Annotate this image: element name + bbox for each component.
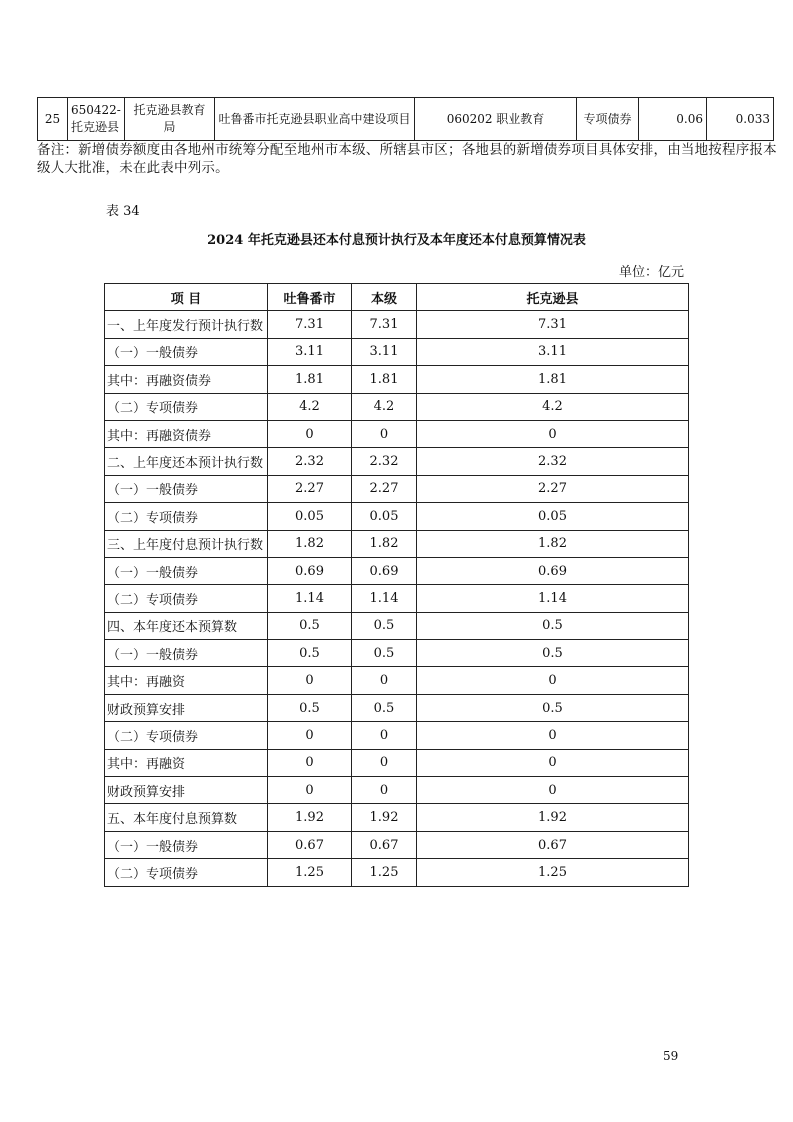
value-local: 7.31 [352, 311, 417, 338]
remark-note: 备注：新增债券额度由各地州市统筹分配至地州市本级、所辖县市区；各地县的新增债券项目具体安排，由当地按程序报本级人大批准，未在此表中列示。 [37, 142, 777, 176]
value-toksun: 0.05 [417, 503, 689, 530]
row-index: 25 [38, 98, 68, 141]
value-toksun: 0.67 [417, 831, 689, 858]
table-header-row [105, 284, 689, 311]
value-toksun: 3.11 [417, 338, 689, 365]
table-row [105, 557, 689, 584]
value-toksun: 0.5 [417, 694, 689, 721]
table-row [105, 503, 689, 530]
value-turpan: 0.5 [268, 640, 352, 667]
row-item-label: 财政预算安排 [105, 694, 268, 721]
row-item-label: 财政预算安排 [105, 777, 268, 804]
value-toksun: 0.5 [417, 612, 689, 639]
unit-label: 单位：亿元 [619, 265, 685, 280]
value-toksun: 0 [417, 722, 689, 749]
value-turpan: 0 [268, 722, 352, 749]
table-row [105, 859, 689, 886]
table-row [105, 448, 689, 475]
row-item-label: （二）专项债券 [105, 393, 268, 420]
row-item-label: （一）一般债券 [105, 640, 268, 667]
table-row [105, 722, 689, 749]
row-item-label: 一、上年度发行预计执行数 [105, 311, 268, 338]
value-toksun: 0 [417, 420, 689, 447]
row-item-label: （二）专项债券 [105, 722, 268, 749]
table-row [105, 585, 689, 612]
value-local: 2.27 [352, 475, 417, 502]
value-local: 0 [352, 722, 417, 749]
value-local: 0.05 [352, 503, 417, 530]
row-item-label: 其中：再融资 [105, 749, 268, 776]
value-turpan: 0.69 [268, 557, 352, 584]
value-local: 1.81 [352, 366, 417, 393]
value-toksun: 0.69 [417, 557, 689, 584]
value-toksun: 1.25 [417, 859, 689, 886]
value-local: 0.5 [352, 694, 417, 721]
value-turpan: 0.5 [268, 694, 352, 721]
row-item-label: （一）一般债券 [105, 557, 268, 584]
value-turpan: 2.27 [268, 475, 352, 502]
row-item-label: 其中：再融资债券 [105, 420, 268, 447]
value-toksun: 1.82 [417, 530, 689, 557]
value-toksun: 0.5 [417, 640, 689, 667]
debt-service-table [104, 283, 689, 887]
value-toksun: 1.92 [417, 804, 689, 831]
value-local: 0 [352, 667, 417, 694]
row-item-label: （一）一般债券 [105, 338, 268, 365]
row-item-label: （二）专项债券 [105, 503, 268, 530]
table-row [105, 667, 689, 694]
value-local: 3.11 [352, 338, 417, 365]
row-item-label: （一）一般债券 [105, 831, 268, 858]
value-turpan: 1.25 [268, 859, 352, 886]
value-turpan: 0.05 [268, 503, 352, 530]
table-row [105, 393, 689, 420]
value-turpan: 0 [268, 420, 352, 447]
page-number: 59 [663, 1049, 679, 1063]
row-item-label: （二）专项债券 [105, 585, 268, 612]
row-item-label: （二）专项债券 [105, 859, 268, 886]
row-item-label: 五、本年度付息预算数 [105, 804, 268, 831]
table-row [105, 831, 689, 858]
table-row [105, 475, 689, 502]
value-turpan: 0.5 [268, 612, 352, 639]
table-row [105, 612, 689, 639]
project-category: 060202 职业教育 [415, 98, 577, 141]
value-local: 0.69 [352, 557, 417, 584]
value-turpan: 0.67 [268, 831, 352, 858]
value-toksun: 2.32 [417, 448, 689, 475]
value-turpan: 2.32 [268, 448, 352, 475]
value-toksun: 2.27 [417, 475, 689, 502]
carryover-project-table [37, 97, 774, 141]
value-turpan: 1.81 [268, 366, 352, 393]
value-turpan: 0 [268, 777, 352, 804]
department-name: 托克逊县教育局 [125, 98, 215, 141]
value-local: 1.82 [352, 530, 417, 557]
value-toksun: 0 [417, 777, 689, 804]
table-row [105, 338, 689, 365]
table-row [105, 311, 689, 338]
header-turpan: 吐鲁番市 [268, 284, 352, 311]
table-row [105, 749, 689, 776]
value-local: 4.2 [352, 393, 417, 420]
value-local: 1.14 [352, 585, 417, 612]
value-toksun: 0 [417, 749, 689, 776]
table-row [105, 366, 689, 393]
value-local: 0.67 [352, 831, 417, 858]
value-local: 0.5 [352, 612, 417, 639]
region-code: 650422-托克逊县 [68, 98, 125, 141]
table-row [38, 98, 774, 141]
table-row [105, 777, 689, 804]
value-turpan: 0 [268, 667, 352, 694]
value-local: 0 [352, 420, 417, 447]
value-turpan: 0 [268, 749, 352, 776]
value-turpan: 1.14 [268, 585, 352, 612]
value-local: 2.32 [352, 448, 417, 475]
value-toksun: 1.14 [417, 585, 689, 612]
value-turpan: 1.92 [268, 804, 352, 831]
bond-amount-used: 0.033 [707, 98, 774, 141]
value-toksun: 1.81 [417, 366, 689, 393]
value-local: 0 [352, 777, 417, 804]
table-title: 2024 年托克逊县还本付息预计执行及本年度还本付息预算情况表 [207, 233, 586, 248]
row-item-label: 四、本年度还本预算数 [105, 612, 268, 639]
value-toksun: 7.31 [417, 311, 689, 338]
table-row [105, 420, 689, 447]
table-row [105, 804, 689, 831]
row-item-label: 二、上年度还本预计执行数 [105, 448, 268, 475]
row-item-label: 三、上年度付息预计执行数 [105, 530, 268, 557]
value-toksun: 0 [417, 667, 689, 694]
bond-amount: 0.06 [639, 98, 707, 141]
value-local: 0.5 [352, 640, 417, 667]
header-local: 本级 [352, 284, 417, 311]
table-row [105, 694, 689, 721]
table-number: 表 34 [106, 204, 140, 219]
value-turpan: 3.11 [268, 338, 352, 365]
value-turpan: 1.82 [268, 530, 352, 557]
header-item: 项 目 [105, 284, 268, 311]
table-row [105, 530, 689, 557]
value-turpan: 7.31 [268, 311, 352, 338]
row-item-label: 其中：再融资 [105, 667, 268, 694]
bond-type: 专项债券 [577, 98, 639, 141]
header-toksun: 托克逊县 [417, 284, 689, 311]
table-row [105, 640, 689, 667]
value-toksun: 4.2 [417, 393, 689, 420]
project-name: 吐鲁番市托克逊县职业高中建设项目 [215, 98, 415, 141]
value-turpan: 4.2 [268, 393, 352, 420]
value-local: 1.92 [352, 804, 417, 831]
value-local: 0 [352, 749, 417, 776]
row-item-label: 其中：再融资债券 [105, 366, 268, 393]
row-item-label: （一）一般债券 [105, 475, 268, 502]
value-local: 1.25 [352, 859, 417, 886]
